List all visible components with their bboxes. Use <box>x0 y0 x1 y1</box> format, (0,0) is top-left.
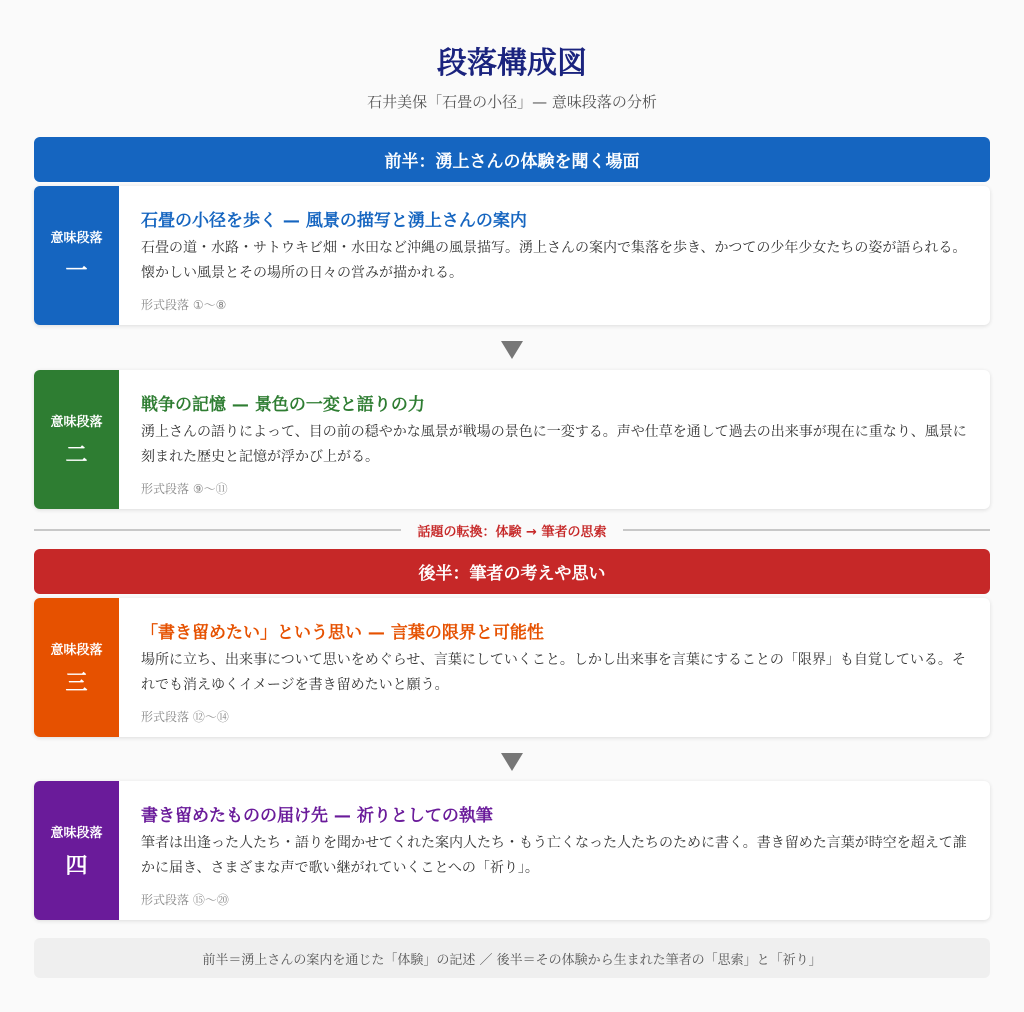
section-card-4 <box>34 781 990 920</box>
section-badge-label: 意味段落 <box>50 642 103 658</box>
section-badge-2 <box>34 370 119 509</box>
section-title: 書き留めたものの届け先 — 祈りとしての執筆 <box>141 806 493 826</box>
section-description: 筆者は出逢った人たち・語りを聞かせてくれた案内人たち・もう亡くなった人たちのために書く。書き留めた言葉が時空を超えて誰かに届き、さまざまな声で歌い継がれていくことへの「祈り」。 <box>141 835 967 876</box>
page-subtitle: 石井美保「石畳の小径」— 意味段落の分析 <box>367 93 657 111</box>
section-badge-number: 一 <box>65 258 88 284</box>
summary-footer: 前半＝湧上さんの案内を通じた「体験」の記述 ／ 後半＝その体験から生まれた筆者の「思索」と「祈り」 <box>34 938 990 978</box>
section-badge-number: 三 <box>65 670 88 696</box>
section-badge-number: 二 <box>65 442 88 468</box>
section-card-1 <box>34 186 990 325</box>
section-badge-number: 四 <box>65 853 88 879</box>
down-arrow-icon <box>501 341 523 359</box>
section-title: 「書き留めたい」という思い — 言葉の限界と可能性 <box>141 623 544 643</box>
topic-shift-label: 話題の転換：体験 → 筆者の思索 <box>417 525 607 540</box>
section-badge-1 <box>34 186 119 325</box>
section-description: 場所に立ち、出来事について思いをめぐらせ、言葉にしていくこと。しかし出来事を言葉にすることの「限界」も自覚している。それでも消えゆくイメージを書き留めたいと願う。 <box>141 652 966 693</box>
section-card-2 <box>34 370 990 509</box>
section-paragraph-range: 形式段落 ⑮〜⑳ <box>141 893 229 907</box>
section-description: 湧上さんの語りによって、目の前の穏やかな風景が戦場の景色に一変する。声や仕草を通して過去の出来事が現在に重なり、風景に刻まれた歴史と記憶が浮かび上がる。 <box>141 424 967 465</box>
section-badge-label: 意味段落 <box>50 825 103 841</box>
section-title: 戦争の記憶 — 景色の一変と語りの力 <box>141 395 425 415</box>
first-half-banner: 前半：湧上さんの体験を聞く場面 <box>34 137 990 182</box>
section-paragraph-range: 形式段落 ⑫〜⑭ <box>141 710 229 724</box>
section-paragraph-range: 形式段落 ⑨〜⑪ <box>141 482 228 496</box>
section-title: 石畳の小径を歩く — 風景の描写と湧上さんの案内 <box>141 211 527 231</box>
section-description: 石畳の道・水路・サトウキビ畑・水田など沖縄の風景描写。湧上さんの案内で集落を歩き、かつての少年少女たちの姿が語られる。懐かしい風景とその場所の日々の営みが描かれる。 <box>141 240 967 281</box>
page-title: 段落構成図 <box>437 46 587 81</box>
down-arrow-icon <box>501 753 523 771</box>
section-card-3 <box>34 598 990 737</box>
section-badge-3 <box>34 598 119 737</box>
section-badge-label: 意味段落 <box>50 414 103 430</box>
section-paragraph-range: 形式段落 ①〜⑧ <box>141 298 227 312</box>
section-badge-label: 意味段落 <box>50 230 103 246</box>
divider-line-right <box>623 529 990 531</box>
divider-line-left <box>34 529 401 531</box>
second-half-banner: 後半：筆者の考えや思い <box>34 549 990 594</box>
section-badge-4 <box>34 781 119 920</box>
